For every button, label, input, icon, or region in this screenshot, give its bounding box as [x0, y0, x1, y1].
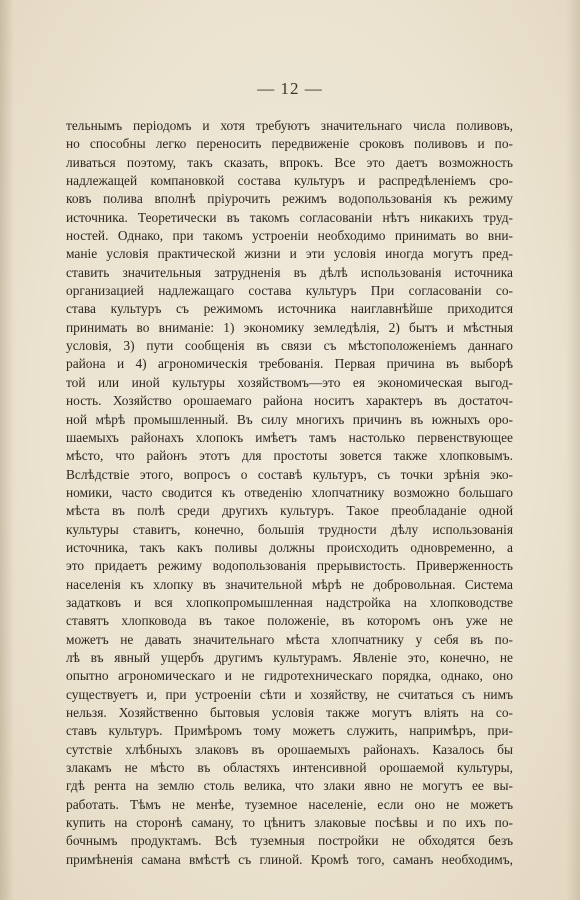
text-line: ностей. Однако, при такомъ устроеніи необходимо принимать во вни- [66, 228, 513, 244]
text-line: района и 4) агрономическія требованія. Первая причина въ выборѣ [66, 356, 513, 372]
text-line: условія, 3) пути сообщенія въ связи съ мѣстоположеніемъ даннаго [66, 338, 513, 354]
text-line: существуетъ и, при устроеніи сѣти и хозяйству, не считаться съ нимъ [66, 686, 513, 702]
text-line: задатковъ и вся хлопкопромышленная надстройка на хлопководстве [66, 594, 513, 610]
text-line: это придаетъ режиму водопользованія прерывистость. Приверженность [66, 558, 513, 574]
page-left-edge-shadow [0, 0, 14, 900]
text-line: бочнымъ продуктамъ. Всѣ туземныя постройки не обходятся безъ [66, 833, 513, 849]
text-line: мѣста въ полѣ среди другихъ культуръ. Такое преобладаніе одной [66, 503, 513, 519]
text-line: ставить значительныя затрудненія въ дѣлѣ использованія источника [66, 264, 513, 280]
text-line: принимать во вниманіе: 1) экономику земледѣлія, 2) бытъ и мѣстныя [66, 319, 513, 335]
body-text [66, 117, 513, 869]
text-line: номики, часто сводится къ отведенію хлопчатнику возможно большаго [66, 484, 513, 500]
text-line: тельнымъ періодомъ и хотя требуютъ значительнаго числа поливовъ, [66, 118, 513, 133]
text-line: шаемыхъ районахъ хлопокъ имѣетъ тамъ настолько первенствующее [66, 429, 513, 445]
text-line: той или иной культуры хозяйствомъ—это ея экономическая выгод- [66, 374, 513, 390]
text-line: примѣненія самана вмѣстѣ съ глиной. Кромѣ того, саманъ необходимъ, [66, 851, 513, 867]
page-right-edge-shadow [566, 0, 580, 900]
text-line: ставъ культуръ. Примѣромъ тому можетъ служить, напримѣръ, при- [66, 723, 513, 739]
text-line: ность. Хозяйство орошаемаго района носитъ характеръ въ достаточ- [66, 393, 513, 409]
text-line: маніе условія практической жизни и эти условія иногда могутъ пред- [66, 246, 513, 262]
text-line: ной мѣрѣ промышленный. Въ силу многихъ причинъ въ южныхъ оро- [66, 411, 513, 427]
text-line: ковъ полива вполнѣ пріурочить режимъ водопользованія къ режиму [66, 191, 513, 207]
text-line: лѣ въ явный ущербъ другимъ культурамъ. Явленіе это, конечно, не [66, 649, 513, 665]
text-line: злакамъ не мѣсто въ областяхъ интенсивной орошаемой культуры, [66, 760, 513, 776]
text-line: Вслѣдствіе этого, вопросъ о составѣ культуръ, съ точки зрѣнія эко- [66, 466, 513, 482]
text-line: ставятъ хлопковода въ такое положеніе, въ которомъ онъ уже не [66, 613, 513, 629]
text-line: гдѣ рента на землю столь велика, что злаки явно не могутъ ее вы- [66, 778, 513, 794]
page-number: — 12 — [257, 79, 323, 98]
text-line: источника, такъ какъ поливы должны происходить одновременно, а [66, 539, 513, 555]
text-line: сутствіе хлѣбныхъ злаковъ въ орошаемыхъ районахъ. Казалось бы [66, 741, 513, 757]
text-line: можетъ не давать значительнаго мѣста хлопчатнику у себя въ по- [66, 631, 513, 647]
text-line: купить на сторонѣ саману, то цѣнитъ злаковые посѣвы и по ихъ по- [66, 815, 513, 831]
text-line: опытно агрономическаго и не гидротехническаго порядка, однако, оно [66, 668, 513, 684]
text-line: культуры ставитъ, конечно, большія трудности дѣлу использованія [66, 521, 513, 537]
text-line: источника. Теоретически въ такомъ согласованіи нѣтъ никакихъ труд- [66, 209, 513, 225]
text-line: работать. Тѣмъ не менѣе, туземное населеніе, если оно не можетъ [66, 796, 513, 812]
text-line: населенія къ хлопку въ значительной мѣрѣ не добровольная. Система [66, 576, 513, 592]
text-line: организацией надлежащаго состава культуръ При согласованіи со- [66, 283, 513, 299]
text-line: нельзя. Хозяйственно бытовыя условія также могутъ вліять на со- [66, 705, 513, 720]
text-line: ливаться поэтому, такъ сказать, впрокъ. Все это даетъ возможность [66, 154, 513, 170]
text-line: става культуръ съ режимомъ источника наиглавнѣйше приходится [66, 301, 513, 317]
text-line: но способны легко переносить передвиженіе сроковъ поливовъ и по- [66, 136, 513, 152]
text-line: надлежащей компановкой состава культуръ и распредѣленіемъ сро- [66, 173, 513, 189]
text-line: мѣсто, что районъ этотъ для простоты зовется также хлопковымъ. [66, 448, 513, 464]
